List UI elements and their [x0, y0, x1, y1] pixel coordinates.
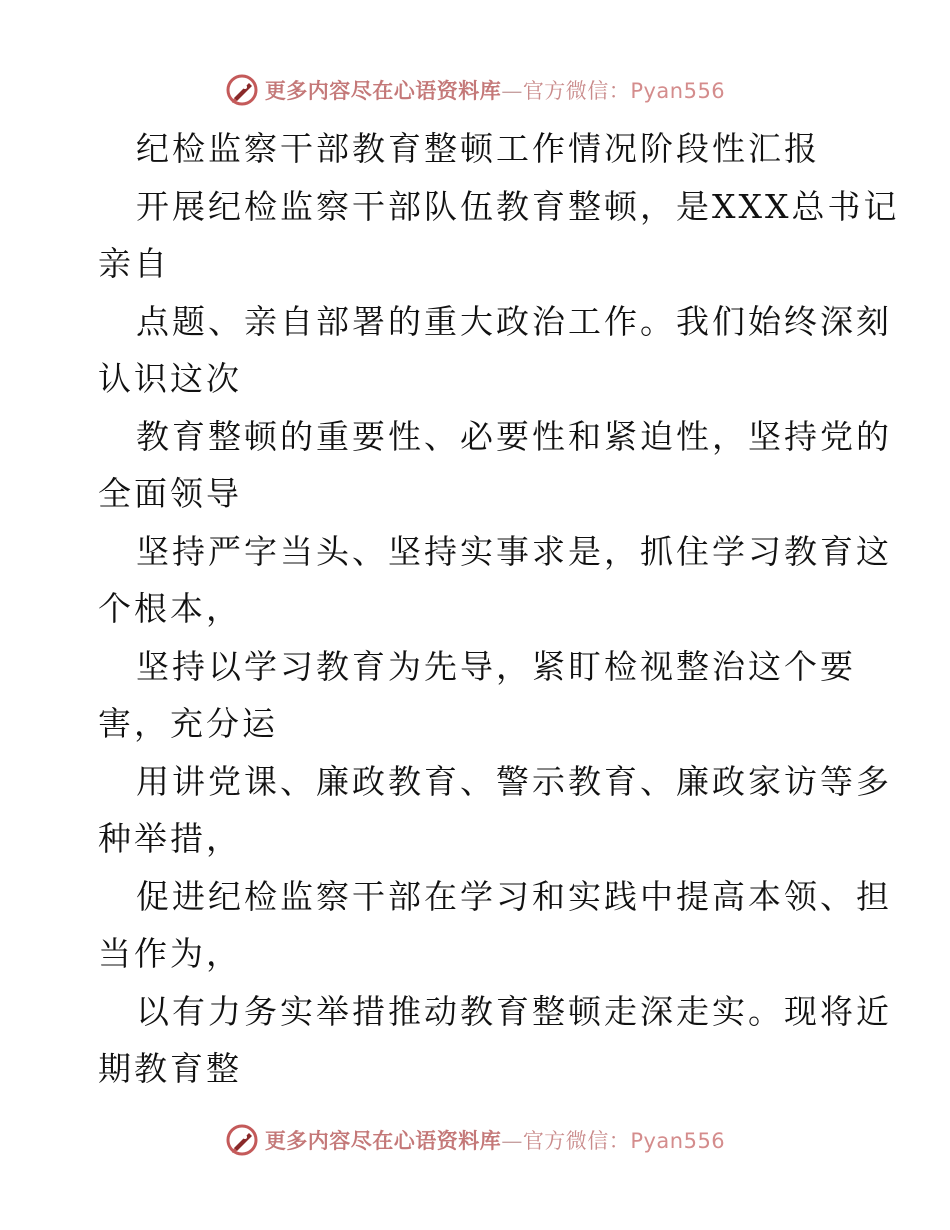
document-body	[98, 120, 900, 1098]
paragraph-line: 个根本，	[98, 589, 242, 628]
watermark-wechat-label: 官方微信：	[522, 79, 631, 103]
watermark-brand: 更多内容尽在心语资料库	[264, 78, 502, 103]
watermark-dash: —	[501, 1129, 523, 1153]
watermark-text	[265, 1125, 725, 1155]
watermark-text	[265, 75, 725, 105]
paragraph-line: 以有力务实举措推动教育整顿走深走实。现将近	[136, 991, 892, 1031]
paragraph-line: 教育整顿的重要性、必要性和紧迫性，坚持党的	[136, 416, 892, 456]
watermark-brand: 更多内容尽在心语资料库	[264, 1128, 502, 1153]
footer-watermark	[0, 1120, 950, 1160]
paragraph-line: 点题、亲自部署的重大政治工作。我们始终深刻	[136, 301, 892, 341]
paragraph-line: 期教育整	[98, 1049, 242, 1088]
header-watermark	[0, 70, 950, 110]
paragraph-line: 坚持以学习教育为先导，紧盯检视整治这个要	[136, 646, 856, 686]
watermark-wechat-label: 官方微信：	[522, 1129, 631, 1153]
document-title: 纪检监察干部教育整顿工作情况阶段性汇报	[136, 129, 820, 168]
paragraph-line: 全面领导	[98, 474, 242, 513]
paragraph-line: 开展纪检监察干部队伍教育整顿，是XXX总书记	[136, 186, 900, 226]
paragraph-line: 坚持严字当头、坚持实事求是，抓住学习教育这	[136, 531, 892, 571]
pen-logo-icon	[225, 73, 259, 107]
pen-logo-icon	[225, 1123, 259, 1157]
paragraph-line: 害，充分运	[98, 704, 278, 743]
paragraph-line: 认识这次	[98, 359, 242, 398]
paragraph-line: 促进纪检监察干部在学习和实践中提高本领、担	[136, 876, 892, 916]
watermark-wechat-id: Pyan556	[630, 1129, 726, 1153]
watermark-dash: —	[501, 79, 523, 103]
paragraph-line: 当作为，	[98, 934, 242, 973]
paragraph-line: 种举措，	[98, 819, 242, 858]
paragraph-line: 亲自	[98, 244, 170, 283]
watermark-wechat-id: Pyan556	[630, 79, 726, 103]
paragraph-line: 用讲党课、廉政教育、警示教育、廉政家访等多	[136, 761, 892, 801]
